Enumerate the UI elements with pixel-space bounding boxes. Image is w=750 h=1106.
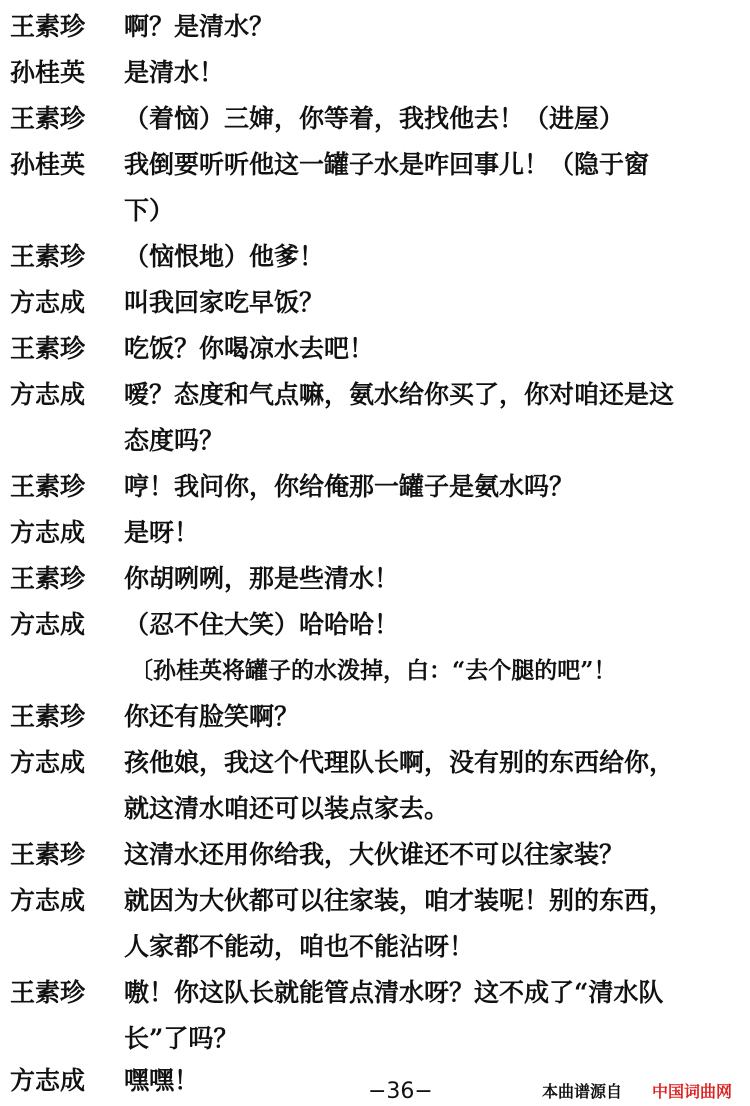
speaker-name: 王素珍	[10, 242, 86, 271]
source-label: 本曲谱源自	[542, 1082, 623, 1101]
script-line-continuation	[0, 1016, 750, 1062]
speaker-name: 方志成	[10, 518, 86, 547]
speaker-name: 王素珍	[10, 12, 86, 41]
script-line	[0, 50, 750, 96]
speaker-name: 方志成	[10, 1066, 86, 1095]
speaker-name: 王素珍	[10, 104, 86, 133]
dialogue-text: 这清水还用你给我，大伙谁还不可以往家装？	[124, 840, 625, 869]
dialogue-continuation: 下）	[124, 196, 175, 225]
dialogue-text: 叫我回家吃早饭？	[124, 288, 325, 317]
dialogue-text: 吃饭？你喝凉水去吧！	[124, 334, 375, 363]
speaker-name: 方志成	[10, 886, 86, 915]
script-line	[0, 280, 750, 326]
script-line-continuation	[0, 924, 750, 970]
script-line	[0, 510, 750, 556]
speaker-name: 方志成	[10, 748, 86, 777]
script-line	[0, 694, 750, 740]
dialogue-text: 嗷！你这队长就能管点清水呀？这不成了“清水队	[124, 978, 664, 1007]
dialogue-text: 哼！我问你，你给俺那一罐子是氨水吗？	[124, 472, 575, 501]
speaker-name: 方志成	[10, 610, 86, 639]
dialogue-text: 就因为大伙都可以往家装，咱才装呢！别的东西，	[124, 886, 675, 915]
script-line	[0, 464, 750, 510]
script-line	[0, 4, 750, 50]
script-line	[0, 970, 750, 1016]
stage-direction	[0, 648, 750, 694]
speaker-name: 方志成	[10, 288, 86, 317]
script-line	[0, 372, 750, 418]
dialogue-text: 是清水！	[124, 58, 225, 87]
script-line-continuation	[0, 786, 750, 832]
dialogue-text: （忍不住大笑）哈哈哈！	[124, 610, 400, 639]
dialogue-text: 你还有脸笑啊？	[124, 702, 300, 731]
dialogue-text: 嘿嘿！	[124, 1066, 200, 1095]
dialogue-text: 孩他娘，我这个代理队长啊，没有别的东西给你，	[124, 748, 675, 777]
script-line-continuation	[0, 418, 750, 464]
stage-direction-text: 〔孙桂英将罐子的水泼掉，白：“去个腿的吧”！	[130, 657, 617, 684]
dialogue-text: （恼恨地）他爹！	[124, 242, 325, 271]
script-line	[0, 234, 750, 280]
source-site-link[interactable]: 中国词曲网	[652, 1082, 733, 1101]
dialogue-continuation: 长”了吗？	[124, 1024, 239, 1053]
speaker-name: 孙桂英	[10, 58, 86, 87]
speaker-name: 孙桂英	[10, 150, 86, 179]
speaker-name: 王素珍	[10, 840, 86, 869]
script-line	[0, 142, 750, 188]
speaker-name: 王素珍	[10, 978, 86, 1007]
dialogue-text: 我倒要听听他这一罐子水是咋回事儿！（隐于窗	[124, 150, 650, 179]
speaker-name: 王素珍	[10, 334, 86, 363]
page-number: −36−	[368, 1079, 433, 1104]
dialogue-continuation: 就这清水咱还可以装点家去。	[124, 794, 450, 823]
speaker-name: 王素珍	[10, 702, 86, 731]
script-line	[0, 326, 750, 372]
script-line	[0, 556, 750, 602]
script-line	[0, 602, 750, 648]
dialogue-continuation: 人家都不能动，咱也不能沾呀！	[124, 932, 475, 961]
dialogue-text: 是呀！	[124, 518, 200, 547]
script-line-continuation	[0, 188, 750, 234]
speaker-name: 王素珍	[10, 472, 86, 501]
dialogue-text: （着恼）三婶，你等着，我找他去！（进屋）	[124, 104, 625, 133]
script-line	[0, 878, 750, 924]
script-line	[0, 832, 750, 878]
dialogue-text: 你胡咧咧，那是些清水！	[124, 564, 400, 593]
dialogue-text: 啊？是清水？	[124, 12, 275, 41]
script-line	[0, 96, 750, 142]
script-line	[0, 740, 750, 786]
speaker-name: 王素珍	[10, 564, 86, 593]
dialogue-continuation: 态度吗？	[124, 426, 225, 455]
speaker-name: 方志成	[10, 380, 86, 409]
dialogue-text: 嗳？态度和气点嘛，氨水给你买了，你对咱还是这	[124, 380, 675, 409]
